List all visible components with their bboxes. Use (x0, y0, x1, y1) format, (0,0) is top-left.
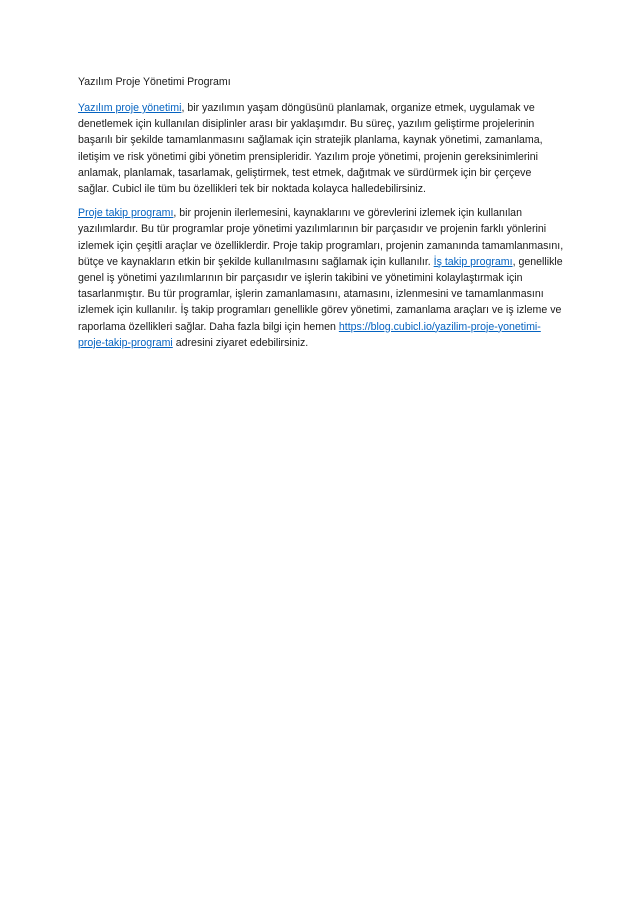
link-is-takip-programi[interactable]: İş takip programı (433, 255, 513, 268)
paragraph-project-tracking (78, 205, 564, 351)
document-page (78, 74, 564, 359)
link-yazilim-proje-yonetimi[interactable]: Yazılım proje yönetimi (78, 102, 182, 114)
link-blog-url[interactable]: https://blog.cubicl.io/yazilim-proje-yonetimi-proje-takip-programi (78, 320, 541, 349)
link-proje-takip-programi[interactable]: Proje takip programı (78, 207, 174, 220)
paragraph2-text2: , genellikle genel iş yönetimi yazılımlarının bir parçasıdır ve işlerin takibini ve yönetimini kolaylaştırmak için tasarlanmıştır. Bu tür programlar, işlerin zamanlamasını, atamasını, izlenmesini ve tamamlanmasını izlemek için kullanılır. İş takip programları genellikle görev yönetimi, zamanlama araçları ve iş izleme ve raporlama özellikleri sağlar. Daha fazla bilgi için hemen (78, 255, 563, 333)
document-title: Yazılım Proje Yönetimi Programı (78, 76, 231, 88)
paragraph2-text3: adresini ziyaret edebilirsiniz. (172, 336, 309, 349)
paragraph-software-project-management (78, 100, 564, 197)
paragraph1-text: , bir yazılımın yaşam döngüsünü planlamak, organize etmek, uygulamak ve denetlemek için kullanılan disiplinler arası bir yaklaşımdır. Bu süreç, yazılım geliştirme projelerinin başarılı bir şekilde tamamlanmasını sağlamak için stratejik planlama, kaynak yönetimi, zamanlama, iletişim ve risk yönetimi gibi yönetim prensipleridir. Yazılım proje yönetimi, projenin gereksinimlerini anlamak, planlamak, tasarlamak, geliştirmek, test etmek, dağıtmak ve sürdürmek için bir çerçeve sağlar. Cubicl ile tüm bu özellikleri tek bir noktada kolayca halledebilirsiniz. (78, 102, 543, 196)
paragraph2-text1: , bir projenin ilerlemesini, kaynaklarını ve görevlerini izlemek için kullanılan yazılımlardır. Bu tür programlar proje yönetimi yazılımlarının bir parçasıdır ve projenin farklı yönlerini izlemek için çeşitli araçlar ve özelliklerdir. Proje takip programları, projenin zamanında tamamlanmasını, bütçe ve kaynakların etkin bir şekilde kullanılmasını sağlamak için kullanılır. (78, 207, 564, 268)
